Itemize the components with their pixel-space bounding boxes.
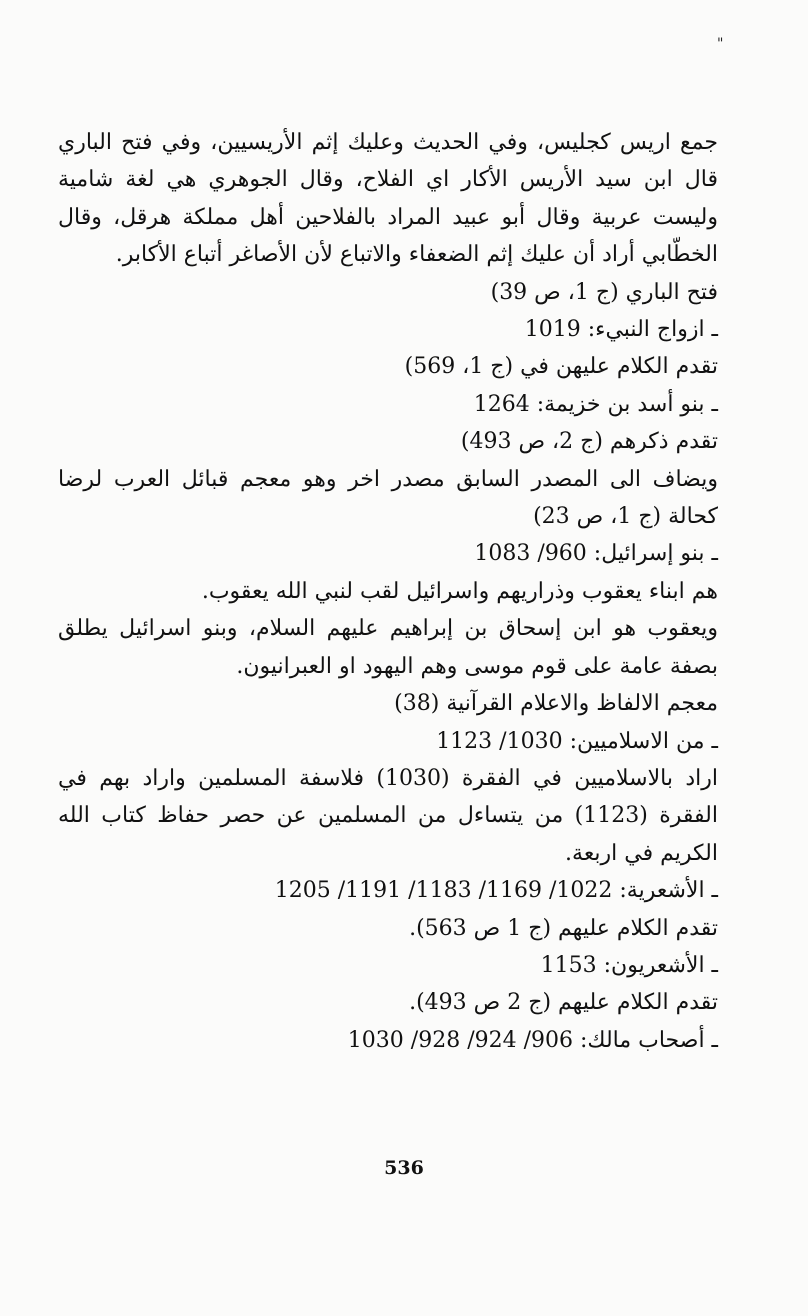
corner-mark: "	[717, 36, 724, 52]
paragraph-yaqub: ويعقوب هو ابن إسحاق بن إبراهيم عليهم السلام، وبنو اسرائيل يطلق بصفة عامة على قوم موسى وهم اليهود او العبرانيون.	[58, 616, 718, 679]
index-entry: ـ الأشعرية: 1022/ 1169/ 1183/ 1191/ 1205	[274, 878, 718, 904]
index-entry: ـ من الاسلاميين: 1030/ 1123	[436, 728, 718, 754]
reference-line: فتح الباري (ج 1، ص 39)	[490, 279, 718, 305]
reference-line: تقدم الكلام عليهن في (ج 1، 569)	[404, 354, 718, 380]
index-entry: ـ الأشعريون: 1153	[540, 952, 718, 978]
index-entry: ـ بنو إسرائيل: 960/ 1083	[474, 541, 718, 567]
reference-line: معجم الالفاظ والاعلام القرآنية (38)	[394, 691, 718, 717]
paragraph-line: هم ابناء يعقوب وذراريهم واسرائيل لقب لنبي الله يعقوب.	[201, 578, 718, 604]
index-entry: ـ ازواج النبيء: 1019	[524, 317, 718, 343]
paragraph-islamiyyin: اراد بالاسلاميين في الفقرة (1030) فلاسفة المسلمين واراد بهم في الفقرة (1123) من يتساءل من المسلمين عن حصر حفاظ كتاب الله الكريم في اربعة.	[58, 765, 718, 866]
paragraph-arees: جمع اريس كجليس، وفي الحديث وعليك إثم الأريسيين، وفي فتح الباري قال ابن سيد الأريس الأكار اي الفلاح، وقال الجوهري هي لغة شامية وليست عربية وقال أبو عبيد المراد بالفلاحين أهل مملكة هرقل، وقال الخطّابي أراد أن عليك إثم الضعفاء والاتباع لأن الأصاغر أتباع الأكابر.	[58, 130, 718, 268]
index-entry: ـ بنو أسد بن خزيمة: 1264	[473, 391, 718, 417]
reference-line: تقدم ذكرهم (ج 2، ص 493)	[460, 429, 718, 455]
page-number: 536	[384, 1157, 424, 1179]
reference-line: تقدم الكلام عليهم (ج 1 ص 563).	[409, 915, 718, 941]
index-entry: ـ أصحاب مالك: 906/ 924/ 928/ 1030	[347, 1027, 718, 1053]
reference-line: تقدم الكلام عليهم (ج 2 ص 493).	[409, 990, 718, 1016]
paragraph-source: ويضاف الى المصدر السابق مصدر اخر وهو معجم قبائل العرب لرضا كحالة (ج 1، ص 23)	[58, 466, 718, 530]
document-body	[58, 124, 718, 1059]
